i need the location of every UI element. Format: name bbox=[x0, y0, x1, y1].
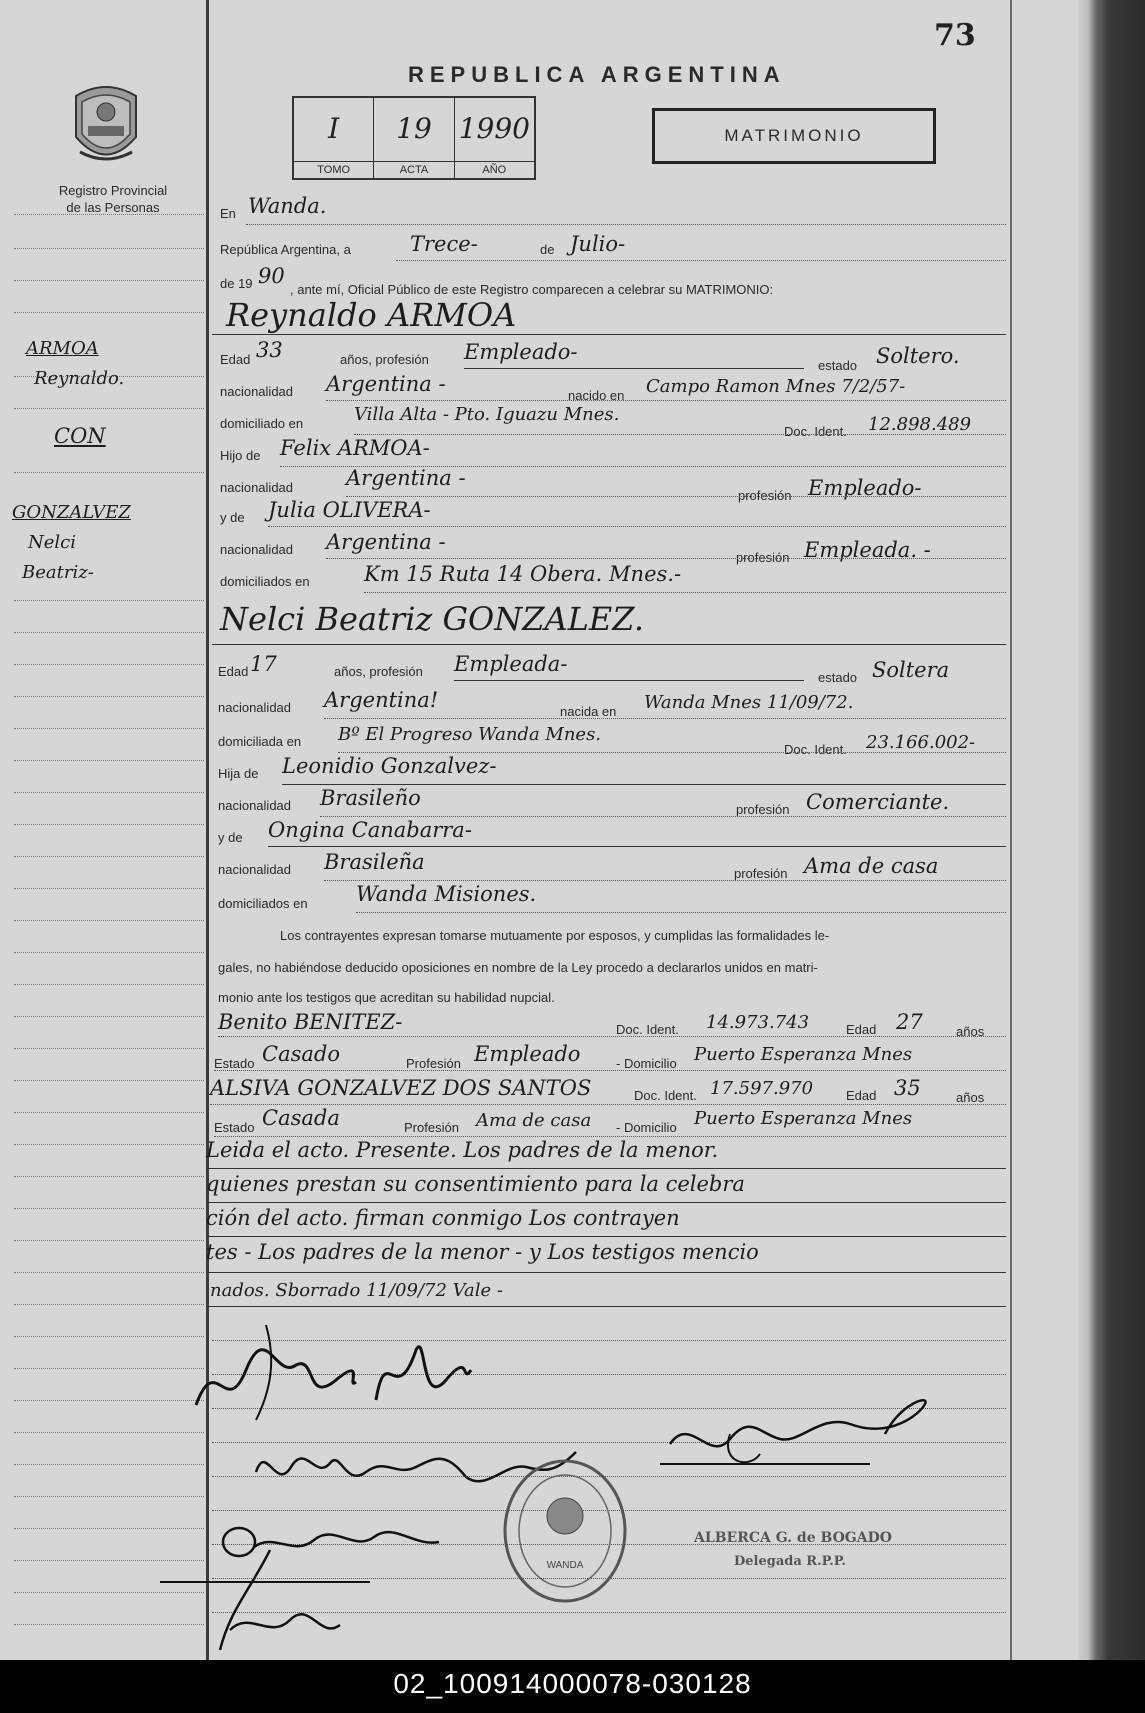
tomo-cell bbox=[294, 98, 374, 178]
bride-estado-label: estado bbox=[818, 670, 858, 685]
margin-note-bride-name: Nelci bbox=[28, 532, 76, 553]
bride-nacionalidad-label: nacionalidad bbox=[218, 700, 292, 715]
bride-yde-label: y de bbox=[218, 830, 243, 845]
margin-note-bride-middle: Beatriz- bbox=[22, 562, 94, 583]
tomo-value: I bbox=[328, 112, 340, 145]
declaration-line3: monio ante los testigos que acreditan su habilidad nupcial. bbox=[218, 990, 555, 1005]
signature-groom bbox=[186, 1310, 486, 1430]
witness2-doc-number: 17.597.970 bbox=[710, 1078, 814, 1099]
groom-nacido-label: nacido en bbox=[568, 388, 625, 403]
bride-age: 17 bbox=[250, 652, 277, 676]
year-prefix: de 19 bbox=[220, 276, 253, 291]
act-type-box: MATRIMONIO bbox=[652, 108, 936, 164]
official-seal bbox=[500, 1456, 630, 1606]
notes-line3: ción del acto. firman conmigo Los contrayen bbox=[206, 1206, 680, 1230]
scan-id: 02_100914000078-030128 bbox=[393, 1668, 752, 1699]
bride-parents-address: Wanda Misiones. bbox=[356, 882, 537, 906]
groom-father-prof-label: profesión bbox=[738, 488, 792, 503]
bride-father-profession: Comerciante. bbox=[806, 790, 950, 814]
groom-mother-name: Julia OLIVERA- bbox=[268, 498, 431, 522]
groom-edad-label: Edad bbox=[220, 352, 251, 367]
year-cell bbox=[455, 98, 534, 178]
witness2-civil-status: Casada bbox=[262, 1106, 340, 1130]
witness2-domicilio-label: - Domicilio bbox=[616, 1120, 677, 1135]
groom-nacionalidad-label: nacionalidad bbox=[220, 384, 294, 399]
groom-profesion-label: años, profesión bbox=[340, 352, 429, 367]
notes-line4: tes - Los padres de la menor - y Los testigos mencio bbox=[206, 1240, 759, 1264]
bride-father-nationality: Brasileño bbox=[320, 786, 421, 810]
declaration-line2: gales, no habiéndose deducido oposiciones en nombre de la Ley procedo a declararlos unidos en matri- bbox=[218, 960, 818, 975]
appearance-text: , ante mí, Oficial Público de este Registro comparecen a celebrar su MATRIMONIO: bbox=[290, 282, 774, 297]
acta-cell bbox=[374, 98, 454, 178]
registry-caption bbox=[30, 182, 196, 216]
witness2-name: ALSIVA GONZALVEZ DOS SANTOS bbox=[210, 1076, 592, 1100]
bride-edad-label: Edad bbox=[218, 664, 249, 679]
bride-mother-profession: Ama de casa bbox=[804, 854, 939, 878]
witness2-age: 35 bbox=[894, 1076, 921, 1100]
bride-domiciliados-label: domiciliados en bbox=[218, 896, 308, 911]
groom-doc-label: Doc. Ident. bbox=[784, 424, 847, 439]
bride-domiciliada-label: domiciliada en bbox=[218, 734, 302, 749]
notes-line1: Leida el acto. Presente. Los padres de la menor. bbox=[206, 1138, 719, 1162]
witness1-domicilio-label: - Domicilio bbox=[616, 1056, 677, 1071]
groom-doc-number: 12.898.489 bbox=[868, 414, 972, 435]
groom-age: 33 bbox=[256, 338, 283, 362]
official-stamp-role: Delegada R.P.P. bbox=[734, 1554, 846, 1569]
notes-line2: quienes prestan su consentimiento para la celebra bbox=[206, 1172, 745, 1196]
de-label: de bbox=[540, 242, 555, 257]
bride-father-prof-label: profesión bbox=[736, 802, 790, 817]
groom-civil-status: Soltero. bbox=[876, 344, 960, 368]
bride-doc-label: Doc. Ident. bbox=[784, 742, 847, 757]
bride-full-name: Nelci Beatriz GONZALEZ. bbox=[220, 600, 645, 638]
tomo-label: TOMO bbox=[294, 161, 373, 176]
groom-full-name: Reynaldo ARMOA bbox=[226, 296, 517, 334]
declaration-line1: Los contrayentes expresan tomarse mutuamente por esposos, y cumplidas las formalidades le- bbox=[280, 928, 830, 943]
groom-domiciliados-label: domiciliados en bbox=[220, 574, 310, 589]
witness2-profession: Ama de casa bbox=[476, 1110, 592, 1131]
groom-father-nationality: Argentina - bbox=[346, 466, 466, 490]
witness2-anios-label: años bbox=[956, 1090, 985, 1105]
year-suffix: 90 bbox=[258, 264, 285, 288]
bride-father-nac-label: nacionalidad bbox=[218, 798, 292, 813]
notes-line5: nados. Sborrado 11/09/72 Vale - bbox=[210, 1280, 503, 1301]
groom-estado-label: estado bbox=[818, 358, 858, 373]
bride-nacida-label: nacida en bbox=[560, 704, 617, 719]
year-label: AÑO bbox=[455, 161, 534, 176]
bride-doc-number: 23.166.002- bbox=[866, 732, 976, 753]
witness1-profession: Empleado bbox=[474, 1042, 581, 1066]
signature-witness bbox=[150, 1540, 380, 1660]
witness1-doc-label: Doc. Ident. bbox=[616, 1022, 679, 1037]
groom-mother-nac-label: nacionalidad bbox=[220, 542, 294, 557]
groom-father-profession: Empleado- bbox=[808, 476, 922, 500]
bride-nationality: Argentina! bbox=[324, 688, 439, 712]
groom-yde-label: y de bbox=[220, 510, 245, 525]
bride-civil-status: Soltera bbox=[872, 658, 950, 682]
signature-official bbox=[660, 1394, 940, 1494]
acta-label: ACTA bbox=[374, 161, 453, 176]
witness1-estado-label: Estado bbox=[214, 1056, 255, 1071]
year-value: 1990 bbox=[458, 112, 530, 145]
witness1-civil-status: Casado bbox=[262, 1042, 340, 1066]
tomo-acta-year-box bbox=[292, 96, 536, 180]
svg-text:WANDA: WANDA bbox=[546, 1560, 584, 1571]
witness2-edad-label: Edad bbox=[846, 1088, 877, 1103]
groom-profession: Empleado- bbox=[464, 340, 578, 364]
witness1-anios-label: años bbox=[956, 1024, 985, 1039]
witness1-address: Puerto Esperanza Mnes bbox=[694, 1044, 913, 1065]
groom-domiciliado-label: domiciliado en bbox=[220, 416, 304, 431]
page-title: REPUBLICA ARGENTINA bbox=[408, 62, 786, 87]
groom-parents-address: Km 15 Ruta 14 Obera. Mnes.- bbox=[364, 562, 682, 586]
groom-hijo-label: Hijo de bbox=[220, 448, 261, 463]
bride-father-name: Leonidio Gonzalvez- bbox=[282, 754, 497, 778]
witness2-doc-label: Doc. Ident. bbox=[634, 1088, 697, 1103]
bride-mother-prof-label: profesión bbox=[734, 866, 788, 881]
bride-address: Bº El Progreso Wanda Mnes. bbox=[338, 724, 602, 745]
bride-hija-label: Hija de bbox=[218, 766, 259, 781]
witness2-estado-label: Estado bbox=[214, 1120, 255, 1135]
page-number: 73 bbox=[934, 18, 976, 53]
groom-mother-nationality: Argentina - bbox=[326, 530, 446, 554]
book-binding bbox=[1078, 0, 1145, 1660]
witness2-address: Puerto Esperanza Mnes bbox=[694, 1108, 913, 1129]
witness1-doc-number: 14.973.743 bbox=[706, 1012, 810, 1033]
groom-father-name: Felix ARMOA- bbox=[280, 436, 430, 460]
bride-profession: Empleada- bbox=[454, 652, 568, 676]
place-value: Wanda. bbox=[248, 194, 327, 218]
margin-note-firstname: Reynaldo. bbox=[34, 368, 125, 389]
registry-caption-line2: de las Personas bbox=[66, 200, 160, 215]
republica-label: República Argentina, a bbox=[220, 242, 351, 257]
witness2-profesion-label: Profesión bbox=[404, 1120, 459, 1135]
groom-mother-prof-label: profesión bbox=[736, 550, 790, 565]
groom-mother-profession: Empleada. - bbox=[804, 538, 931, 562]
groom-address: Villa Alta - Pto. Iguazu Mnes. bbox=[354, 404, 620, 425]
groom-birth-place: Campo Ramon Mnes 7/2/57- bbox=[646, 376, 906, 397]
bride-birth-place: Wanda Mnes 11/09/72. bbox=[644, 692, 854, 713]
bride-profesion-label: años, profesión bbox=[334, 664, 423, 679]
en-label: En bbox=[220, 206, 236, 221]
right-margin-rule bbox=[1010, 0, 1012, 1660]
groom-father-nac-label: nacionalidad bbox=[220, 480, 294, 495]
month-value: Julio- bbox=[570, 232, 626, 256]
bride-mother-name: Ongina Canabarra- bbox=[268, 818, 472, 842]
witness1-name: Benito BENITEZ- bbox=[218, 1010, 403, 1034]
margin-note-con: CON bbox=[54, 424, 106, 448]
witness1-age: 27 bbox=[896, 1010, 923, 1034]
groom-nationality: Argentina - bbox=[326, 372, 446, 396]
margin-note-surname: ARMOA bbox=[26, 338, 99, 359]
margin-note-bride-surname: GONZALVEZ bbox=[12, 502, 131, 523]
province-crest-icon bbox=[66, 82, 146, 172]
official-stamp-name: ALBERCA G. de BOGADO bbox=[694, 1530, 892, 1546]
acta-value: 19 bbox=[396, 112, 432, 145]
bride-mother-nationality: Brasileña bbox=[324, 850, 425, 874]
witness1-edad-label: Edad bbox=[846, 1022, 877, 1037]
registry-caption-line1: Registro Provincial bbox=[58, 183, 168, 198]
bride-mother-nac-label: nacionalidad bbox=[218, 862, 292, 877]
witness1-profesion-label: Profesión bbox=[406, 1056, 461, 1071]
day-value: Trece- bbox=[410, 232, 478, 256]
